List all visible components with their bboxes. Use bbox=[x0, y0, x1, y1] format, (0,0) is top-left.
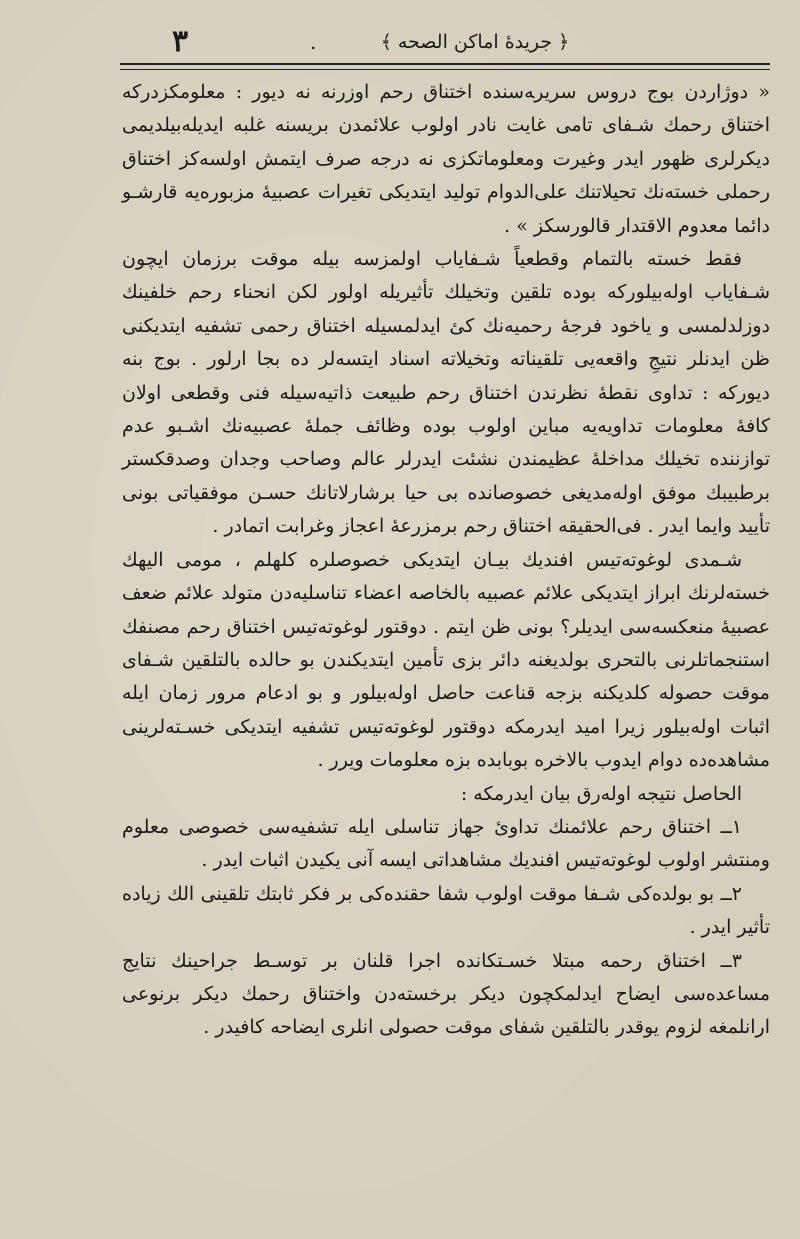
conclusion-item-3: ٣ــ اختناق رحمه مبتلا خسـتكانده اجرا قلنان بر توسـط جراحينك نتايج مساعده‌سى ايضاح ايدلمكچون ديكر برخسته‌دن واختناق رحمك ديكر برنوعى ارانلمغه لزوم يوقدر بالتلقين شفاى موقت حصولى انلرى ايضاحه كافيدر . bbox=[122, 949, 770, 1039]
header-rule-thin bbox=[120, 69, 770, 70]
paragraph-3: شـمدى لوغوته‌تيس افنديك بيـان ايتديكى خصوصلره كلهلم ، مومى اليهك خسته‌لرنك ابراز ايتديكى علائم عصبيه بالخاصه اعضاء تناسليه‌دن متولد علائم ضعف عصبيهٔ منعكسه‌سى ايديلر؟ بونى ظن ايتم . دوقتور لوغوته‌تيس اختناق رحم مصنفك استنجماتلرنى بالتحرى بولديغنه دائر بزى تأمين ايتديكندن بو حالده بالتلقين شـفاى موقت حصوله كلديكنه بزجه قناعت حاصل اوله‌بيلور و بو ادعام مرور زمان ايله اثبات اوله‌بيلور زيرا اميد ايدرمكه دوقتور لوغوته‌تيس تشفيه ايتديكى خسـته‌لرينى مشاهده‌ده دوام ايدوب بالاخره بوبابده بزه معلومات ويرر . bbox=[122, 548, 770, 772]
paragraph-quote: « دوژاردن بوج دروس سريرﻪسنده اختناق رحم اوزرنه نه ديور : معلومكزدركه اختناق رحمك شـفاى تامى غايت نادر اولوب علائمدن بريسنه غلبه ايديله‌بيلديمى ديكرلرى ظهور ايدر وغيرت ومعلوماتكزى نه درجه صرف ايتمش اولسه‌كز اختناق رحملى خسته‌نك تحيلاتنك على‌الدوام توليد ايتديكى تغيرات عصبيهٔ مزبوره‌يه قارشـو دائما معدوم الاقتدار قالورسكز » . bbox=[122, 81, 770, 237]
page-header bbox=[120, 22, 770, 62]
header-rule-thick bbox=[120, 63, 770, 65]
conclusion-item-2: ٢ــ بو بولده‌كى شـفا موقت اولوب شفا حقنده‌كى بر فكر ثابتك تلقينى الك زياده تأثير ايدر . bbox=[122, 882, 770, 939]
header-separator-dot: . bbox=[310, 30, 317, 54]
conclusion-intro: الحاصل نتيجه اوله‌رق بيان ايدرمكه : bbox=[460, 782, 742, 805]
article-body bbox=[122, 76, 770, 1045]
paragraph-2: فقط خسته بالتمام وقطعياً شـفاياب اولمزسه بيله موقت برزمان ايچون شـفاياب اوله‌بيلوركه بوده تلقين وتخيلك تأثيريله اولور لكن انحناء رحم خلفينك دوزلدلمسى و ياخود فرجهٔ رحميه‌نك كئ ايدلمسيله اختناق رحمى تشفيه ايتديكنى ظن ايدنلر نتيجِ واقعه‌يى تلقيناته وتخيلاته اسناد ايتسه‌لر ده بجا ارلور . بوج بنه ديوركه : تداوى نقطهٔ نظرندن اختناق رحم طبيعت ذاتيه‌سيله فنى وقطعى اولان كافهٔ معلومات تداويه‌يه مباين اولوب بوده وظائف جملهٔ عصبيه‌نك اشـبو عدم توازننده تخيلك مداخلهٔ عظيمندن نشئت ايدرلر عالم وصاحب وجدان وصدقكستر برطبيبك موفق اوله‌مديغى خصوصانده بى حيا برشارلاتانك حسـن موفقياتى بونى تأييد وايما ايدر . فى‌الحقيقه اختناق رحم برمزرعهٔ اعجاز وغرابت اتمادر . bbox=[122, 248, 770, 538]
running-title: ﴿ جريدهٔ اماكن الصحه ﴾ bbox=[380, 31, 570, 53]
conclusion-item-1: ١ــ اختناق رحم علائمنك تداوىٔ جهاز تناسلى ايله تشفيه‌سى خصوصى معلوم ومنتشر اولوب لوغوته‌تيس افنديك مشاهداتى ايسه آنى يكيدن اثبات ايدر . bbox=[122, 815, 770, 872]
page-number: ٣ bbox=[172, 24, 189, 59]
